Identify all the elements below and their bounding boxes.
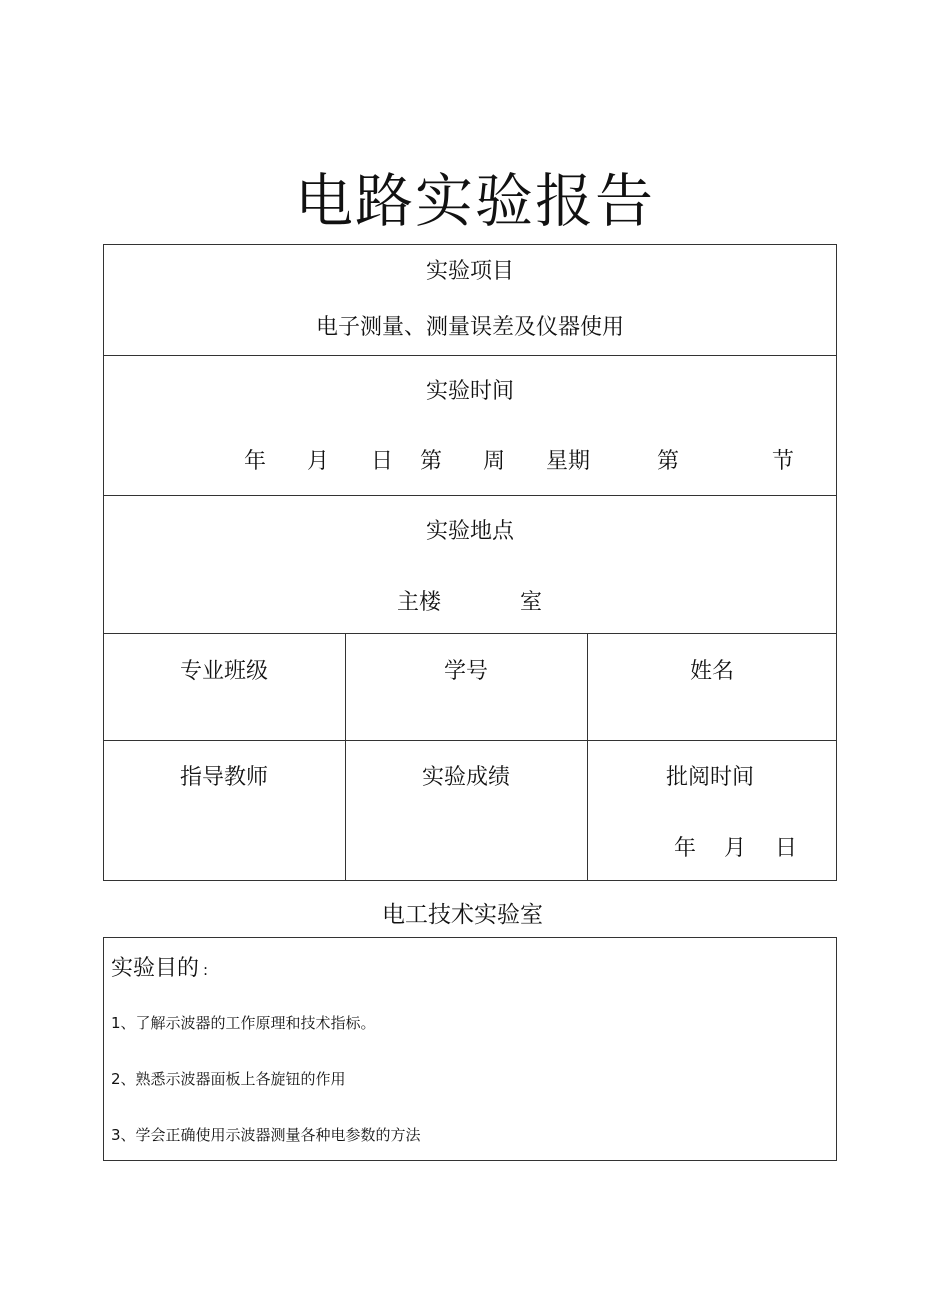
name-label: 姓名 — [689, 659, 734, 684]
time-month: 月 — [307, 449, 330, 474]
purpose-heading — [111, 955, 208, 984]
time-label: 实验时间 — [425, 379, 514, 404]
time-year: 年 — [244, 449, 267, 474]
purpose-item: 1、了解示波器的工作原理和技术指标。 — [111, 1014, 376, 1032]
location-label: 实验地点 — [425, 519, 514, 544]
location-building: 主楼 — [397, 590, 442, 615]
lab-name: 电工技术实验室 — [382, 902, 543, 928]
time-di-week: 第 — [420, 449, 443, 474]
review-month: 月 — [724, 836, 747, 861]
grade-label: 实验成绩 — [421, 765, 510, 790]
time-weekday: 星期 — [546, 449, 591, 474]
review-year: 年 — [674, 836, 697, 861]
time-week: 周 — [483, 449, 506, 474]
row-divider — [103, 355, 837, 356]
purpose-heading-text: 实验目的 — [111, 956, 200, 981]
review-time-label: 批阅时间 — [665, 765, 754, 790]
student-id-label: 学号 — [443, 659, 488, 684]
location-room: 室 — [520, 590, 543, 615]
time-section: 节 — [772, 449, 795, 474]
row-divider — [103, 740, 837, 741]
time-di-section: 第 — [657, 449, 680, 474]
purpose-colon: : — [203, 961, 209, 979]
row-divider — [103, 495, 837, 496]
review-day: 日 — [775, 836, 798, 861]
time-day: 日 — [371, 449, 394, 474]
purpose-item: 3、学会正确使用示波器测量各种电参数的方法 — [111, 1126, 421, 1144]
instructor-label: 指导教师 — [179, 765, 268, 790]
purpose-item: 2、熟悉示波器面板上各旋钮的作用 — [111, 1070, 346, 1088]
row-divider — [103, 633, 837, 634]
page-title: 电路实验报告 — [294, 167, 655, 235]
major-class-label: 专业班级 — [179, 659, 268, 684]
project-label: 实验项目 — [425, 259, 514, 284]
project-value: 电子测量、测量误差及仪器使用 — [315, 315, 624, 340]
